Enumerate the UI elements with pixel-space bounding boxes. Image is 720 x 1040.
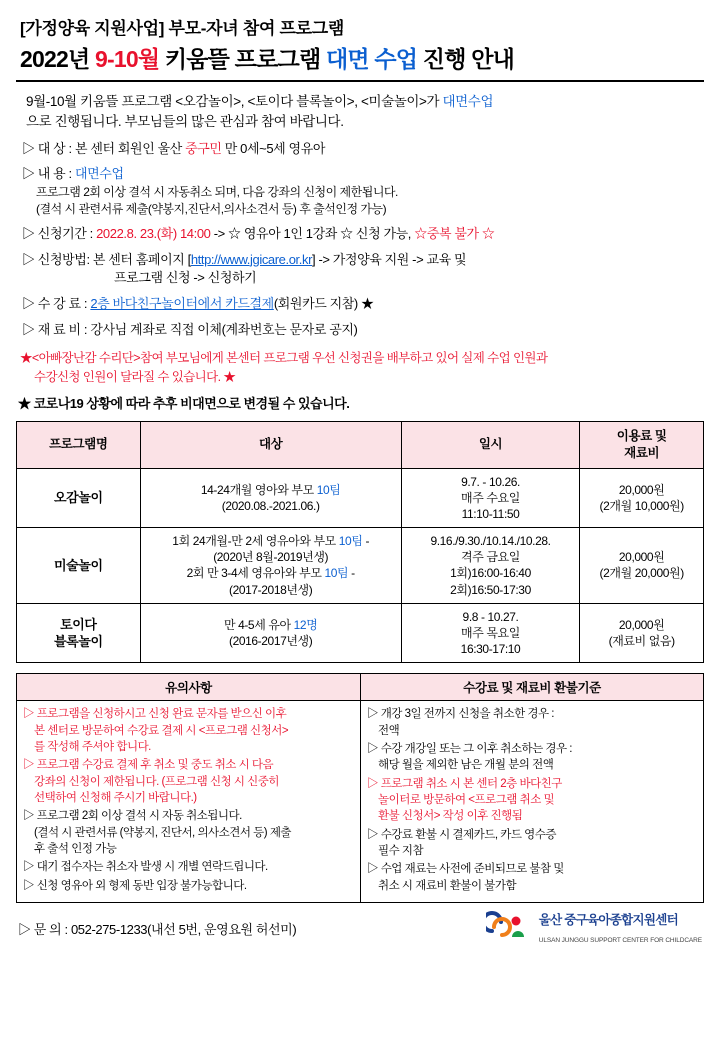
col-header-fee (580, 421, 704, 468)
notice-item-main: ▷ 수강 개강일 또는 그 이후 취소하는 경우 : (367, 743, 572, 756)
schedule-line2: 격주 금요일 (461, 550, 520, 565)
cell-target (140, 603, 401, 663)
priority-notice (16, 349, 704, 387)
col-header-program: 프로그램명 (17, 421, 141, 468)
schedule-line4: 2회)16:50-17:30 (450, 582, 531, 597)
program-name-line2: 블록놀이 (54, 634, 103, 650)
cell-schedule (401, 528, 580, 604)
notice-item-main: ▷ 프로그램 2회 이상 결석 시 자동 취소됩니다. (23, 810, 242, 823)
target-line1-a: 14-24개월 영아와 부모 (200, 482, 317, 497)
notice-column-refunds (360, 673, 704, 903)
priority-notice-line2: 수강신청 인원이 달라질 수 있습니다. ★ (34, 369, 236, 384)
intro-text-b: 으로 진행됩니다. 부모님들의 많은 관심과 참여 바랍니다. (26, 114, 344, 130)
table-row (17, 468, 704, 528)
table-header-row (17, 421, 704, 468)
target-line3-c: - (348, 566, 355, 581)
notice-item-main: ▷ 수업 재료는 사전에 준비되므로 불참 및 (367, 863, 564, 876)
detail-apply-line2: 프로그램 신청 -> 신청하기 (114, 270, 257, 286)
notice-item (367, 861, 697, 894)
target-line2: (2020년 8월-2019년생) (213, 550, 329, 565)
cell-target (140, 528, 401, 604)
detail-content-note-1: 프로그램 2회 이상 결석 시 자동취소 되며, 다음 강좌의 신청이 제한됩니다. (36, 185, 398, 200)
notice-item (367, 741, 697, 774)
notice-item (23, 706, 354, 755)
detail-fee-rest: (회원카드 지참) ★ (273, 296, 374, 312)
detail-target-label: ▷ 대 상 : (22, 140, 75, 156)
detail-list (16, 140, 704, 341)
notice-item-main: ▷ 수강료 환불 시 결제카드, 카드 영수증 (367, 828, 556, 841)
intro-text-a: 9월-10월 키움뜰 프로그램 <오감놀이>, <토이다 블록놀이>, <미술놀이>가 (26, 94, 443, 109)
fee-line1: 20,000원 (618, 482, 665, 497)
fee-line1: 20,000원 (618, 617, 665, 632)
header-divider (16, 80, 704, 82)
notice-cautions-body (17, 701, 360, 902)
notice-item-cont: 놀이터로 방문하여 <프로그램 취소 및 (378, 794, 555, 807)
notice-item-cont: 전액 (378, 724, 400, 737)
notice-item-cont: 취소 시 재료비 환불이 불가함 (378, 879, 517, 892)
notice-item-cont: 본 센터로 방문하여 수강료 결제 시 <프로그램 신청서> (34, 724, 289, 737)
notice-item-cont: (결석 시 관련서류 (약봉지, 진단서, 의사소견서 등) 제출 (34, 826, 292, 839)
notice-item-cont: 를 작성해 주셔야 합니다. (34, 741, 151, 754)
col-header-fee-line2: 재료비 (624, 445, 660, 460)
organization-name-kr: 울산 중구육아종합지원센터 (538, 912, 679, 927)
title-part-months: 9-10월 (94, 46, 160, 72)
target-line1-c: - (362, 534, 370, 549)
detail-target (22, 140, 698, 159)
detail-material-value: 강사님 계좌로 직접 이체(계좌번호는 문자로 공지) (90, 322, 358, 338)
schedule-line3: 16:30-17:10 (460, 642, 521, 657)
notice-refunds-body (361, 701, 703, 902)
detail-content (22, 165, 698, 184)
notice-item-main: ▷ 프로그램을 신청하시고 신청 완료 문자를 받으신 이후 (23, 708, 287, 721)
notice-item (23, 808, 354, 857)
detail-apply-text-a: 본 센터 홈페이지 [ (92, 251, 191, 267)
notice-column-cautions (16, 673, 360, 903)
schedule-line2: 매주 수요일 (461, 490, 520, 505)
cell-program-name: 오감놀이 (17, 468, 141, 528)
detail-material-label: ▷ 재 료 비 : (22, 322, 91, 338)
program-table (16, 421, 704, 664)
notice-item-cont: 필수 지참 (378, 845, 424, 857)
notice-item-main: ▷ 개강 3일 전까지 신청을 취소한 경우 : (367, 708, 554, 721)
notice-item (367, 827, 697, 860)
target-line3-a: 2회 만 3-4세 영유아와 부모 (186, 566, 325, 581)
table-row (17, 603, 704, 663)
schedule-line1: 9.7. - 10.26. (461, 474, 520, 489)
schedule-line1: 9.8 - 10.27. (462, 609, 519, 624)
organization-name-en: ULSAN JUNGGU SUPPORT CENTER FOR CHILDCARE (538, 936, 702, 944)
detail-period-warning: ☆중복 불가 ☆ (414, 225, 495, 241)
notice-item-cont: 강좌의 신청이 제한됩니다. (프로그램 신청 시 신중히 (34, 775, 279, 788)
table-row (17, 528, 704, 604)
schedule-line3: 1회)16:00-16:40 (450, 566, 531, 581)
detail-fee-label: ▷ 수 강 료 : (22, 296, 91, 312)
notice-item-main: ▷ 프로그램 수강료 결제 후 취소 및 중도 취소 시 다음 (23, 759, 274, 772)
notice-item (23, 878, 354, 894)
notice-item (23, 757, 354, 806)
detail-fee-value: 2층 바다친구놀이터에서 카드결제 (90, 296, 274, 312)
detail-target-highlight: 중구민 (185, 140, 222, 156)
cell-schedule (401, 468, 580, 528)
schedule-line3: 11:10-11:50 (461, 506, 520, 521)
document-footer (16, 911, 704, 947)
fee-line2: (재료비 없음) (608, 634, 675, 649)
organization-name (539, 911, 702, 947)
detail-apply (22, 251, 698, 270)
target-line1-b: 10팀 (338, 534, 363, 549)
detail-period (22, 225, 698, 244)
document-header (16, 14, 704, 74)
cell-program-name: 미술놀이 (17, 528, 141, 604)
cell-fee (580, 528, 704, 604)
organization-logo (486, 911, 702, 947)
detail-period-label: ▷ 신청기간 : (22, 225, 97, 241)
target-line4: (2017-2018년생) (228, 582, 313, 597)
page-title (20, 41, 700, 74)
covid-notice: ★ 코로나19 상황에 따라 추후 비대면으로 변경될 수 있습니다. (18, 395, 350, 411)
cell-schedule (401, 603, 580, 663)
notice-item-cont: 선택하여 신청해 주시기 바랍니다.) (34, 792, 197, 805)
target-line1-b: 10팀 (316, 482, 341, 497)
detail-content-value: 대면수업 (74, 166, 124, 182)
notice-item-cont: 환불 신청서> 작성 이후 진행됨 (378, 810, 523, 823)
priority-notice-line1: ★<아빠장난감 수리단>참여 부모님에게 본센터 프로그램 우선 신청권을 배부하고 있어 실제 수업 인원과 (20, 351, 548, 365)
contact-info: ▷ 문 의 : 052-275-1233(내선 5번, 운영요원 허선미) (18, 922, 297, 938)
notice-item-cont: 해당 월을 제외한 남은 개월 분의 전액 (378, 759, 554, 772)
target-line3-b: 10팀 (324, 566, 349, 581)
detail-period-rest: -> ☆ 영유아 1인 1강좌 ☆ 신청 가능, (210, 225, 415, 241)
notice-item (23, 859, 354, 875)
detail-target-text-b: 만 0세~5세 영유아 (221, 140, 326, 156)
cell-fee (580, 603, 704, 663)
target-line2: (2016-2017년생) (228, 634, 313, 649)
fee-line2: (2개월 10,000원) (599, 498, 684, 513)
title-part-year: 2022년 (20, 46, 95, 72)
cell-fee (580, 468, 704, 528)
cell-target (140, 468, 401, 528)
detail-apply-text-b: ] -> 가정양육 지원 -> 교육 및 (312, 251, 467, 267)
title-part-suffix: 진행 안내 (417, 46, 515, 72)
col-header-schedule: 일시 (401, 421, 580, 468)
detail-period-value: 2022.8. 23.(화) 14:00 (96, 225, 211, 241)
center-homepage-link[interactable]: http://www.jgicare.or.kr (190, 251, 313, 267)
detail-material-fee (22, 321, 698, 340)
fee-line1: 20,000원 (618, 550, 665, 565)
notices-section (16, 673, 704, 903)
header-subtitle: [가정양육 지원사업] 부모-자녀 참여 프로그램 (20, 19, 344, 38)
notice-item-main: ▷ 대기 접수자는 취소자 발생 시 개별 연락드립니다. (23, 861, 268, 874)
detail-apply-label: ▷ 신청방법: (22, 251, 93, 267)
title-part-class-type: 대면 수업 (325, 46, 418, 72)
schedule-line2: 매주 목요일 (461, 626, 520, 640)
program-name-line1: 토이다 (60, 616, 97, 632)
title-part-program: 키움뜰 프로그램 (159, 46, 326, 72)
fee-line2: (2개월 20,000원) (599, 566, 684, 581)
notice-refunds-title: 수강료 및 재료비 환불기준 (361, 674, 703, 701)
target-line2: (2020.08.-2021.06.) (221, 498, 320, 513)
notice-item (367, 706, 697, 739)
target-line1-b: 12명 (293, 617, 318, 632)
target-line1-a: 만 4-5세 유아 (223, 617, 294, 632)
notice-item-main: ▷ 신청 영유아 외 형제 동반 입장 불가능합니다. (23, 879, 247, 892)
notice-item (367, 776, 697, 825)
notice-cautions-title: 유의사항 (17, 674, 360, 701)
detail-target-text-a: 본 센터 회원인 울산 (74, 140, 186, 156)
notice-item-cont: 후 출석 인정 가능 (34, 843, 117, 855)
notice-item-main: ▷ 프로그램 취소 시 본 센터 2층 바다친구 (367, 777, 562, 790)
col-header-fee-line1: 이용료 및 (616, 428, 667, 443)
target-line1-a: 1회 24개월-만 2세 영유아와 부모 (172, 534, 339, 549)
schedule-line1: 9.16./9.30./10.14./10.28. (430, 534, 551, 549)
intro-paragraph (16, 92, 704, 133)
cell-program-name (17, 603, 141, 663)
detail-content-note-2: (결석 시 관련서류 제출(약봉지,진단서,의사소견서 등) 후 출석인정 가능) (36, 201, 387, 216)
col-header-target: 대상 (140, 421, 401, 468)
center-logo-icon (486, 911, 532, 946)
intro-highlight: 대면수업 (442, 94, 494, 109)
detail-fee (22, 295, 698, 314)
detail-content-label: ▷ 내 용 : (22, 166, 75, 182)
